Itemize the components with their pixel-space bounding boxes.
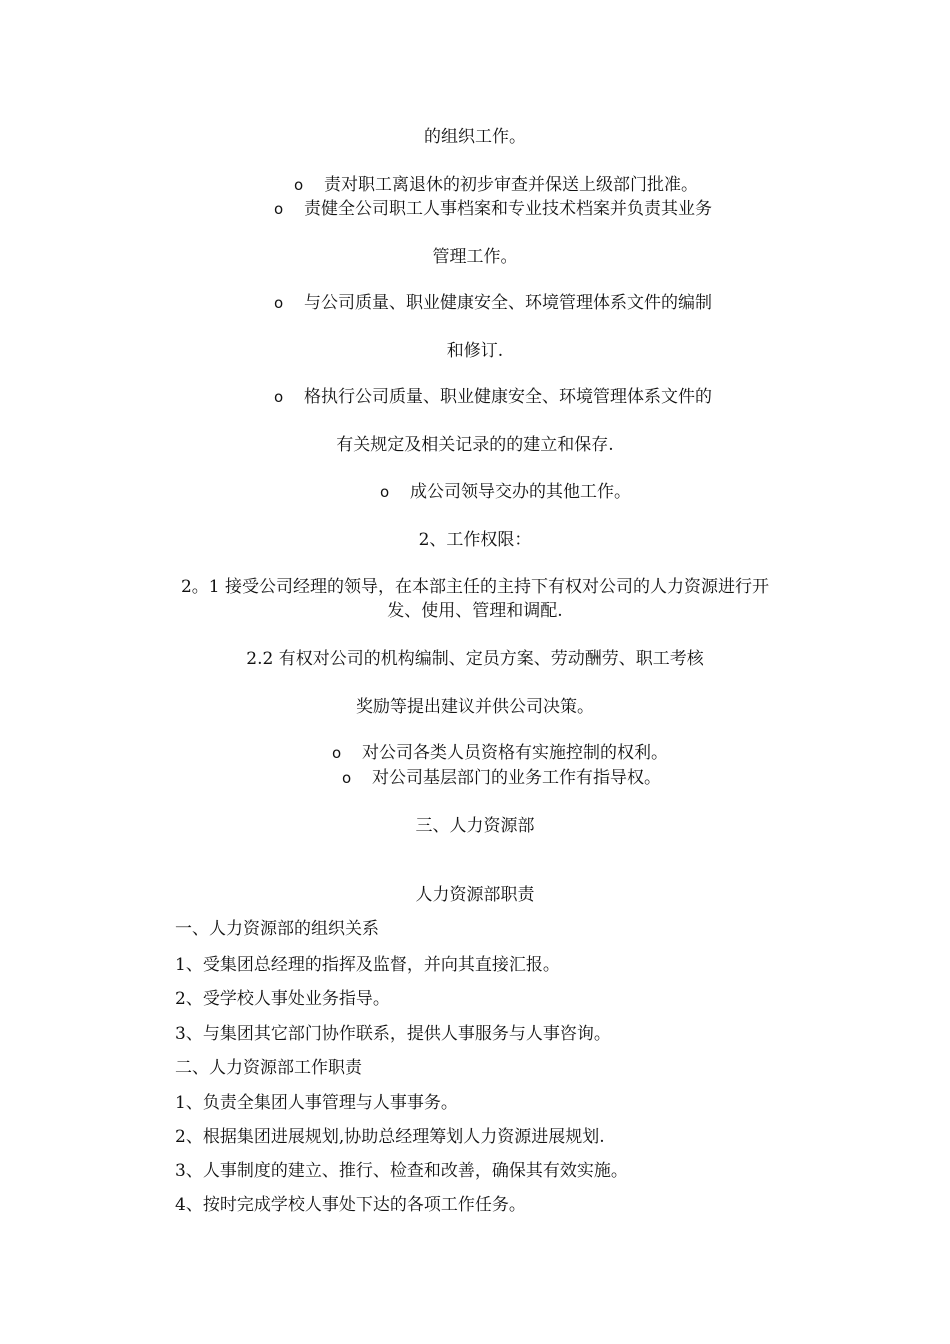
- paragraph-line: 发、使用、管理和调配.: [387, 601, 563, 621]
- bullet-text: 格执行公司质量、职业健康安全、环境管理体系文件的: [304, 387, 712, 407]
- list-item: 1、受集团总经理的指挥及监督，并向其直接汇报。: [175, 955, 560, 975]
- bullet-icon: o: [342, 769, 352, 787]
- list-item: 1、负责全集团人事管理与人事事务。: [175, 1093, 458, 1113]
- text-line: 的组织工作。: [424, 127, 526, 147]
- list-item: 4、按时完成学校人事处下达的各项工作任务。: [175, 1195, 526, 1215]
- bullet-text: 对公司基层部门的业务工作有指导权。: [372, 768, 661, 788]
- bullet-item: [274, 292, 712, 314]
- section-heading: 2、工作权限：: [418, 530, 532, 550]
- bullet-text: 对公司各类人员资格有实施控制的权利。: [362, 743, 668, 763]
- bullet-icon: o: [274, 200, 284, 218]
- bullet-icon: o: [274, 294, 284, 312]
- bullet-item: [274, 198, 712, 220]
- paragraph-line: 2.2 有权对公司的机构编制、定员方案、劳动酬劳、职工考核: [246, 649, 704, 669]
- paragraph-line: 2。1 接受公司经理的领导，在本部主任的主持下有权对公司的人力资源进行开: [180, 577, 770, 597]
- bullet-icon: o: [380, 483, 390, 501]
- bullet-item: [332, 742, 668, 764]
- text-line: 管理工作。: [432, 247, 518, 267]
- list-item: 2、受学校人事处业务指导。: [175, 989, 390, 1009]
- subsection-heading: 一、人力资源部的组织关系: [175, 919, 379, 939]
- bullet-text: 成公司领导交办的其他工作。: [410, 482, 631, 502]
- bullet-icon: o: [274, 388, 284, 406]
- bullet-item: [342, 767, 661, 789]
- text-line: 和修订.: [446, 341, 504, 361]
- subsection-heading: 二、人力资源部工作职责: [175, 1058, 362, 1078]
- bullet-item: [274, 386, 712, 408]
- text-line: 有关规定及相关记录的的建立和保存.: [336, 435, 614, 455]
- list-item: 2、根据集团进展规划,协助总经理筹划人力资源进展规划.: [175, 1127, 605, 1147]
- section-title: 人力资源部职责: [415, 885, 535, 905]
- list-item: 3、人事制度的建立、推行、检查和改善，确保其有效实施。: [175, 1161, 628, 1181]
- section-heading: 三、人力资源部: [415, 816, 535, 836]
- bullet-text: 与公司质量、职业健康安全、环境管理体系文件的编制: [304, 293, 712, 313]
- list-item: 3、与集团其它部门协作联系，提供人事服务与人事咨询。: [175, 1024, 611, 1044]
- bullet-text: 责对职工离退休的初步审查并保送上级部门批准。: [324, 175, 698, 195]
- paragraph-line: 奖励等提出建议并供公司决策。: [356, 697, 594, 717]
- bullet-text: 责健全公司职工人事档案和专业技术档案并负责其业务: [304, 199, 712, 219]
- bullet-item: [294, 174, 698, 196]
- bullet-item: [380, 481, 631, 503]
- bullet-icon: o: [294, 176, 304, 194]
- bullet-icon: o: [332, 744, 342, 762]
